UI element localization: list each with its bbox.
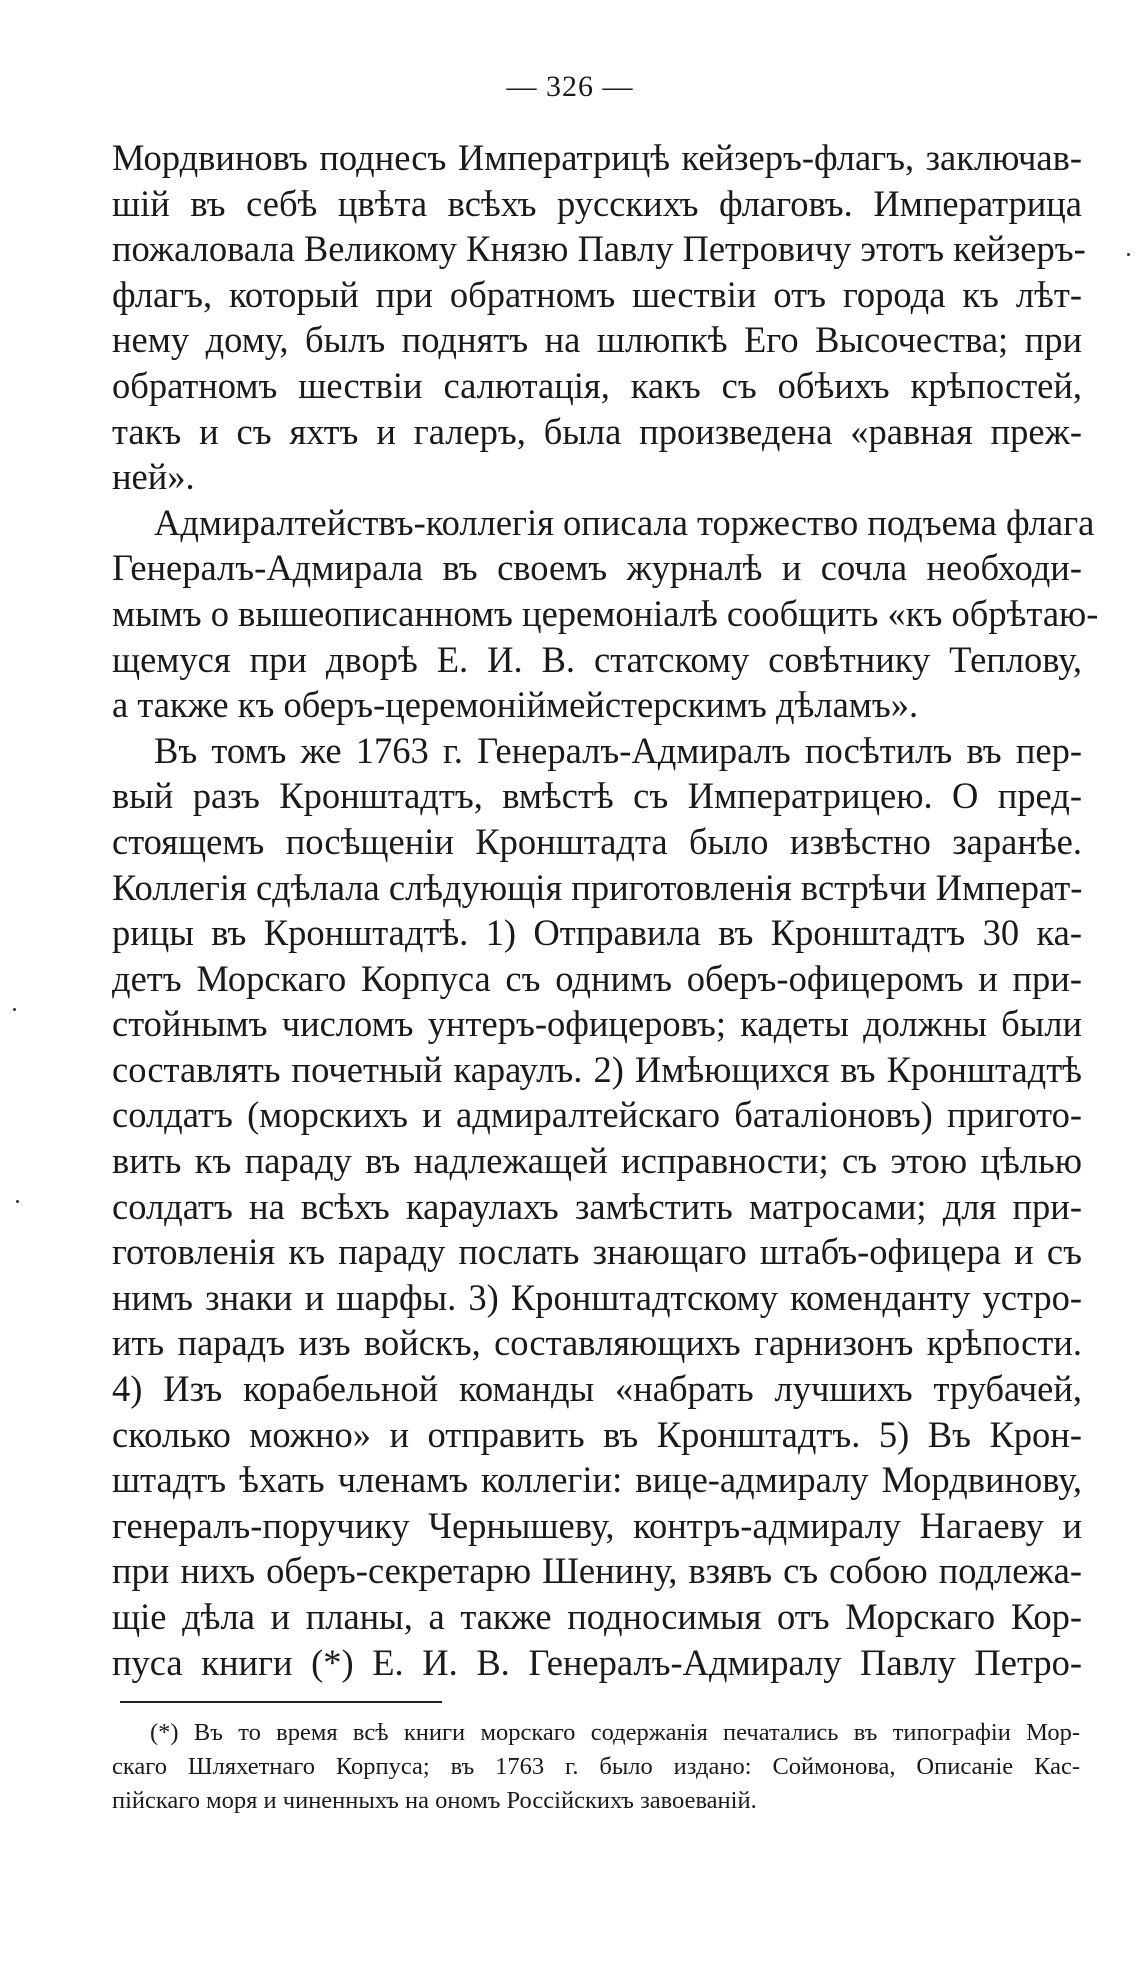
text-line: а также къ оберъ-церемоніймейстерскимъ дѣламъ». <box>112 684 919 726</box>
text-line: мымъ о вышеописанномъ церемоніалѣ сообщить «къ обрѣтаю- <box>112 592 1099 634</box>
text-line: солдатъ (морскихъ и адмиралтейскаго баталіоновъ) пригото- <box>112 1094 1082 1136</box>
text-line: детъ Морскаго Корпуса съ однимъ оберъ-офицеромъ и при- <box>112 957 1082 999</box>
page-number: — 326 — <box>506 70 634 103</box>
text-line: 4) Изъ корабельной команды «набрать лучшихъ трубачей, <box>112 1368 1082 1410</box>
text-line: Мордвиновъ поднесъ Императрицѣ кейзеръ-флагъ, заключав- <box>112 137 1082 178</box>
text-line: при нихъ оберъ-секретарю Шенину, взявъ съ собою подлежа- <box>112 1550 1082 1592</box>
text-line: ней». <box>112 456 195 498</box>
text-line: вый разъ Кронштадтъ, вмѣстѣ съ Императрицею. О пред- <box>112 775 1082 817</box>
text-line: нему дому, былъ поднятъ на шлюпкѣ Его Высочества; при <box>112 319 1082 361</box>
text-line: Адмиралтействъ-коллегія описала торжество подъема флага <box>154 501 1095 543</box>
text-line: сколько можно» и отправить въ Кронштадтъ. 5) Въ Крон- <box>112 1413 1082 1455</box>
text-line: штадтъ ѣхать членамъ коллегіи: вице-адмиралу Мордвинову, <box>112 1459 1082 1501</box>
text-line: готовленія къ параду послать знающаго штабъ-офицера и съ <box>112 1231 1082 1273</box>
footnote-rule <box>120 1701 442 1703</box>
text-line: флагъ, который при обратномъ шествіи отъ города къ лѣт- <box>112 273 1082 315</box>
text-line: стоящемъ посѣщеніи Кронштадта было извѣстно заранѣе. <box>112 820 1082 862</box>
text-line: шій въ себѣ цвѣта всѣхъ русскихъ флаговъ. Императрица <box>112 182 1082 224</box>
text-line: Въ томъ же 1763 г. Генералъ-Адмиралъ посѣтилъ въ пер- <box>154 729 1082 771</box>
print-speck <box>1127 253 1130 256</box>
text-line: пуса книги (*) Е. И. В. Генералъ-Адмиралу Павлу Петро- <box>112 1641 1082 1683</box>
text-line: нимъ знаки и шарфы. 3) Кронштадтскому коменданту устро- <box>112 1276 1082 1318</box>
print-speck <box>16 1200 19 1203</box>
text-line: Генералъ-Адмирала въ своемъ журналѣ и сочла необходи- <box>112 547 1082 589</box>
text-line: составлять почетный караулъ. 2) Имѣющихся въ Кронштадтѣ <box>112 1048 1082 1090</box>
text-line: пожаловала Великому Князю Павлу Петровичу этотъ кейзеръ- <box>112 228 1086 270</box>
text-line: щіе дѣла и планы, а также подносимыя отъ Морскаго Кор- <box>112 1596 1082 1637</box>
text-line: солдатъ на всѣхъ караулахъ замѣстить матросами; для при- <box>112 1185 1082 1227</box>
text-line: генералъ-поручику Чернышеву, контръ-адмиралу Нагаеву и <box>112 1504 1082 1546</box>
text-line: обратномъ шествіи салютація, какъ съ обѣихъ крѣпостей, <box>112 364 1082 406</box>
footnote-line: (*) Въ то время всѣ книги морскаго содержанія печатались въ типографіи Мор- <box>150 1719 1080 1746</box>
text-line: ить парадъ изъ войскъ, составляющихъ гарнизонъ крѣпости. <box>112 1322 1082 1364</box>
print-speck <box>13 1008 16 1011</box>
footnote <box>112 1716 1080 1818</box>
text-line: стойнымъ числомъ унтеръ-офицеровъ; кадеты должны были <box>112 1003 1082 1045</box>
text-line: рицы въ Кронштадтѣ. 1) Отправила въ Кронштадтъ 30 ка- <box>112 912 1082 954</box>
main-text <box>112 135 1099 1685</box>
footnote-line: пійскаго моря и чиненныхъ на ономъ Россійскихъ завоеваній. <box>112 1787 757 1814</box>
text-line: Коллегія сдѣлала слѣдующія приготовленія встрѣчи Императ- <box>112 866 1083 908</box>
text-line: вить къ параду въ надлежащей исправности; съ этою цѣлью <box>112 1140 1082 1182</box>
footnote-line: скаго Шляхетнаго Корпуса; въ 1763 г. было издано: Соймонова, Описаніе Кас- <box>112 1753 1080 1780</box>
text-line: щемуся при дворѣ Е. И. В. статскому совѣтнику Теплову, <box>112 638 1082 680</box>
text-line: такъ и съ яхтъ и галеръ, была произведена «равная преж- <box>112 410 1082 452</box>
